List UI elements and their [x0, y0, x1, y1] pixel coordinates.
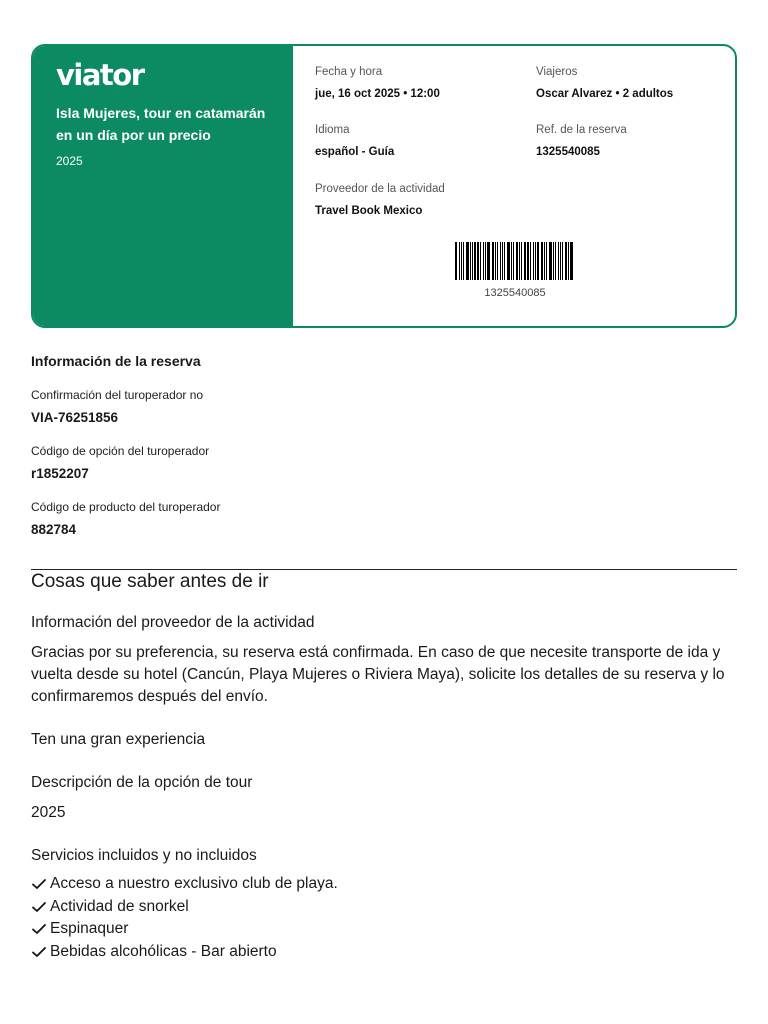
ticket-brand-panel [33, 46, 293, 326]
booking-ref-label: Ref. de la reserva [536, 124, 627, 136]
language-value: español - Guía [315, 146, 395, 158]
provider-label: Proveedor de la actividad [315, 183, 445, 195]
barcode-stripe [562, 242, 563, 280]
barcode-stripe [511, 242, 512, 280]
barcode-stripe [497, 242, 498, 280]
barcode-stripe [516, 242, 518, 280]
option-value: 2025 [31, 804, 66, 821]
barcode-stripe [504, 242, 505, 280]
language-field [315, 123, 394, 159]
barcode-stripe [535, 242, 536, 280]
barcode-stripe [480, 242, 481, 280]
operator-confirmation-label: Confirmación del turoperador no [31, 388, 204, 402]
language-label: Idioma [315, 124, 350, 136]
list-item [31, 896, 741, 919]
barcode-stripe [546, 242, 547, 280]
operator-confirmation [31, 388, 737, 426]
option-heading: Descripción de la opción de tour [31, 774, 253, 791]
service-label: Actividad de snorkel [50, 897, 189, 915]
barcode-stripe [570, 242, 573, 280]
things-to-know [31, 570, 741, 963]
barcode-stripe [524, 242, 526, 280]
provider-field [315, 182, 445, 218]
operator-confirmation-value: VIA-76251856 [31, 410, 119, 425]
checkmark-icon [31, 944, 47, 960]
barcode-stripe [549, 242, 552, 280]
barcode-stripe [459, 242, 460, 280]
operator-product-code [31, 500, 737, 538]
barcode-stripe [487, 242, 490, 280]
list-item [31, 941, 741, 964]
travelers-label: Viajeros [536, 66, 578, 78]
barcode-stripe [495, 242, 496, 280]
operator-product-code-value: 882784 [31, 522, 77, 537]
reservation-heading: Información de la reserva [31, 353, 201, 369]
barcode-stripe [537, 242, 539, 280]
date-label: Fecha y hora [315, 66, 383, 78]
barcode-stripe [541, 242, 543, 280]
barcode-stripe [500, 242, 502, 280]
barcode-stripe [485, 242, 486, 280]
barcode-stripe [466, 242, 469, 280]
provider-value: Travel Book Mexico [315, 205, 423, 217]
booking-ref-field [536, 123, 627, 159]
barcode-stripe [533, 242, 534, 280]
barcode-stripe [492, 242, 494, 280]
barcode-stripe [521, 242, 522, 280]
barcode-stripe [474, 242, 476, 280]
barcode-stripe [555, 242, 556, 280]
operator-option-code-value: r1852207 [31, 466, 89, 481]
services-list [31, 873, 741, 963]
barcode-stripe [455, 242, 457, 280]
barcode-stripe [513, 242, 514, 280]
service-label: Bebidas alcohólicas - Bar abierto [50, 942, 277, 960]
travelers-field [536, 65, 673, 101]
barcode-stripe [463, 242, 464, 280]
barcode-stripe [470, 242, 471, 280]
closing-text: Ten una gran experiencia [31, 731, 206, 748]
date-value: jue, 16 oct 2025 • 12:00 [315, 88, 440, 100]
checkmark-icon [31, 921, 47, 937]
tour-year: 2025 [56, 154, 83, 168]
barcode-stripe [568, 242, 569, 280]
barcode-stripe [553, 242, 554, 280]
barcode-stripe [507, 242, 510, 280]
barcode [455, 242, 575, 280]
service-label: Espinaquer [50, 920, 129, 937]
travelers-value: Oscar Alvarez • 2 adultos [536, 88, 674, 100]
checkmark-icon [31, 876, 47, 892]
barcode-stripe [530, 242, 531, 280]
checkmark-icon [31, 899, 47, 915]
barcode-stripe [461, 242, 462, 280]
barcode-number: 1325540085 [484, 287, 546, 299]
date-field [315, 65, 440, 101]
booking-ref-value: 1325540085 [536, 146, 600, 158]
ticket-details [293, 46, 735, 326]
operator-option-code-label: Código de opción del turoperador [31, 444, 210, 458]
barcode-stripe [477, 242, 479, 280]
reservation-info [31, 352, 737, 538]
operator-product-code-label: Código de producto del turoperador [31, 500, 221, 514]
barcode-stripe [483, 242, 484, 280]
barcode-stripe [560, 242, 561, 280]
barcode-block [455, 242, 575, 299]
services-heading: Servicios incluidos y no incluidos [31, 847, 257, 864]
barcode-stripe [544, 242, 545, 280]
tour-title: Isla Mujeres, tour en catamarán en un día por un precio [56, 105, 266, 143]
barcode-stripe [519, 242, 520, 280]
list-item [31, 873, 741, 896]
viator-logo: viator [56, 58, 144, 92]
barcode-stripe [472, 242, 473, 280]
barcode-stripe [565, 242, 567, 280]
provider-info-text: Gracias por su preferencia, su reserva está confirmada. En caso de que necesite transporte de ida y vuelta desde su hotel (Cancún, Playa Mujeres o Riviera Maya), solicite los detalles de su reserva y lo confirmaremos después del envío. [31, 644, 725, 705]
barcode-stripe [558, 242, 560, 280]
list-item [31, 918, 741, 941]
booking-ticket [31, 44, 737, 328]
service-label: Acceso a nuestro exclusivo club de playa. [50, 875, 338, 892]
operator-option-code [31, 444, 737, 482]
barcode-stripe [527, 242, 530, 280]
barcode-stripe [502, 242, 503, 280]
things-to-know-title: Cosas que saber antes de ir [31, 571, 269, 592]
provider-info-heading: Información del proveedor de la actividad [31, 614, 315, 631]
